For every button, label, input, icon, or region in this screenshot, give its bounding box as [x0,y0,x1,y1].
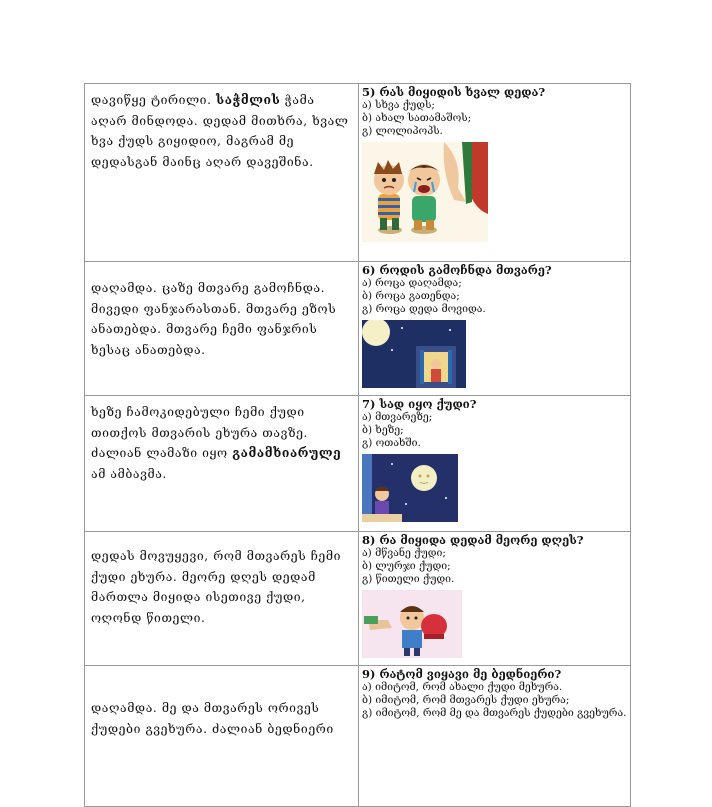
question-title: 7) სად იყო ქუდი? [362,397,477,411]
question-cell [359,666,631,807]
question-title: 8) რა მიყიდა დედამ მეორე დღეს? [362,533,584,547]
question-cell [359,396,631,532]
answer-option: ა) მთვარეზე; [362,411,433,423]
answer-option: ბ) როცა გათენდა; [362,290,460,302]
question-cell [359,532,631,666]
answer-option: ბ) ხეზე; [362,424,404,436]
boy-red-hat-illustration [362,590,462,658]
table-row [85,666,631,807]
story-cell [85,666,359,807]
answer-option: ა) როცა დაღამდა; [362,277,462,289]
answer-option: გ) ოთახში. [362,437,421,449]
answer-option: ა) მწვანე ქუდი; [362,547,446,559]
answer-option: ა) სხვა ქუდს; [362,99,435,111]
question-title: 9) რატომ ვიყავი მე ბედნიერი? [362,667,562,681]
bold-word: გამამხიარულე [232,446,342,460]
crying-boys-illustration [362,142,488,242]
table-row [85,262,631,396]
moon-boy-illustration [362,454,458,522]
story-question-table [84,83,631,807]
answer-option: ბ) ახალ სათამაშოს; [362,112,472,124]
answer-option: გ) იმიტომ, რომ მე და მთვარეს ქუდები გვეხურა. [362,707,627,719]
question-title: 5) რას მიყიდის ხვალ დედა? [362,85,546,99]
answer-option: ბ) იმიტომ, რომ მთვარეს ქუდი ეხურა; [362,694,570,706]
story-text: ხეზე ჩამოკიდებული ჩემი ქუდი თითქოს მთვარის ეხურა თავზე. ძალიან ლამაზი იყო გამამხიარულე ამ ამბავმა. [91,405,342,481]
story-cell [85,84,359,262]
answer-option: ბ) ლურჯი ქუდი; [362,560,451,572]
story-text: დაღამდა. მე და მთვარეს ორივეს ქუდები გვეხურა. ძალიან ბედნიერი [91,701,334,736]
answer-option: გ) წითელი ქუდი. [362,573,455,585]
story-cell [85,262,359,396]
story-text: დედას მოვუყევი, რომ მთვარეს ჩემი ქუდი ეხურა. მეორე დღეს დედამ მართლა მიყიდა ისეთივე ქუდი, ოღონდ წითელი. [91,549,342,625]
answer-option: გ) როცა დედა მოვიდა. [362,303,486,315]
question-title: 6) როდის გამოჩნდა მთვარე? [362,263,552,277]
story-cell [85,396,359,532]
question-cell [359,262,631,396]
answer-option: გ) ლოლიპოპს. [362,125,443,137]
story-text: დაღამდა. ცაზე მთვარე გამოჩნდა. მივედი ფანჯარასთან. მთვარე ეზოს ანათებდა. მთვარე ჩემი ფანჯრის ხესაც ანათებდა. [91,281,337,357]
answer-option: ა) იმიტომ, რომ ახალი ქუდი მეხურა. [362,681,563,693]
table-row [85,532,631,666]
table-row [85,396,631,532]
story-text: დავიწყე ტირილი. საჭმლის ჭამა აღარ მინდოდა. დედამ მითხრა, ხვალ ხვა ქუდს გიყიდიო, მაგრამ მე დედასგან მაინც აღარ დავეშინა. [91,93,349,169]
table-row [85,84,631,262]
story-cell [85,532,359,666]
question-cell [359,84,631,262]
bold-word: საჭმლის [216,93,281,107]
night-window-illustration [362,320,466,388]
